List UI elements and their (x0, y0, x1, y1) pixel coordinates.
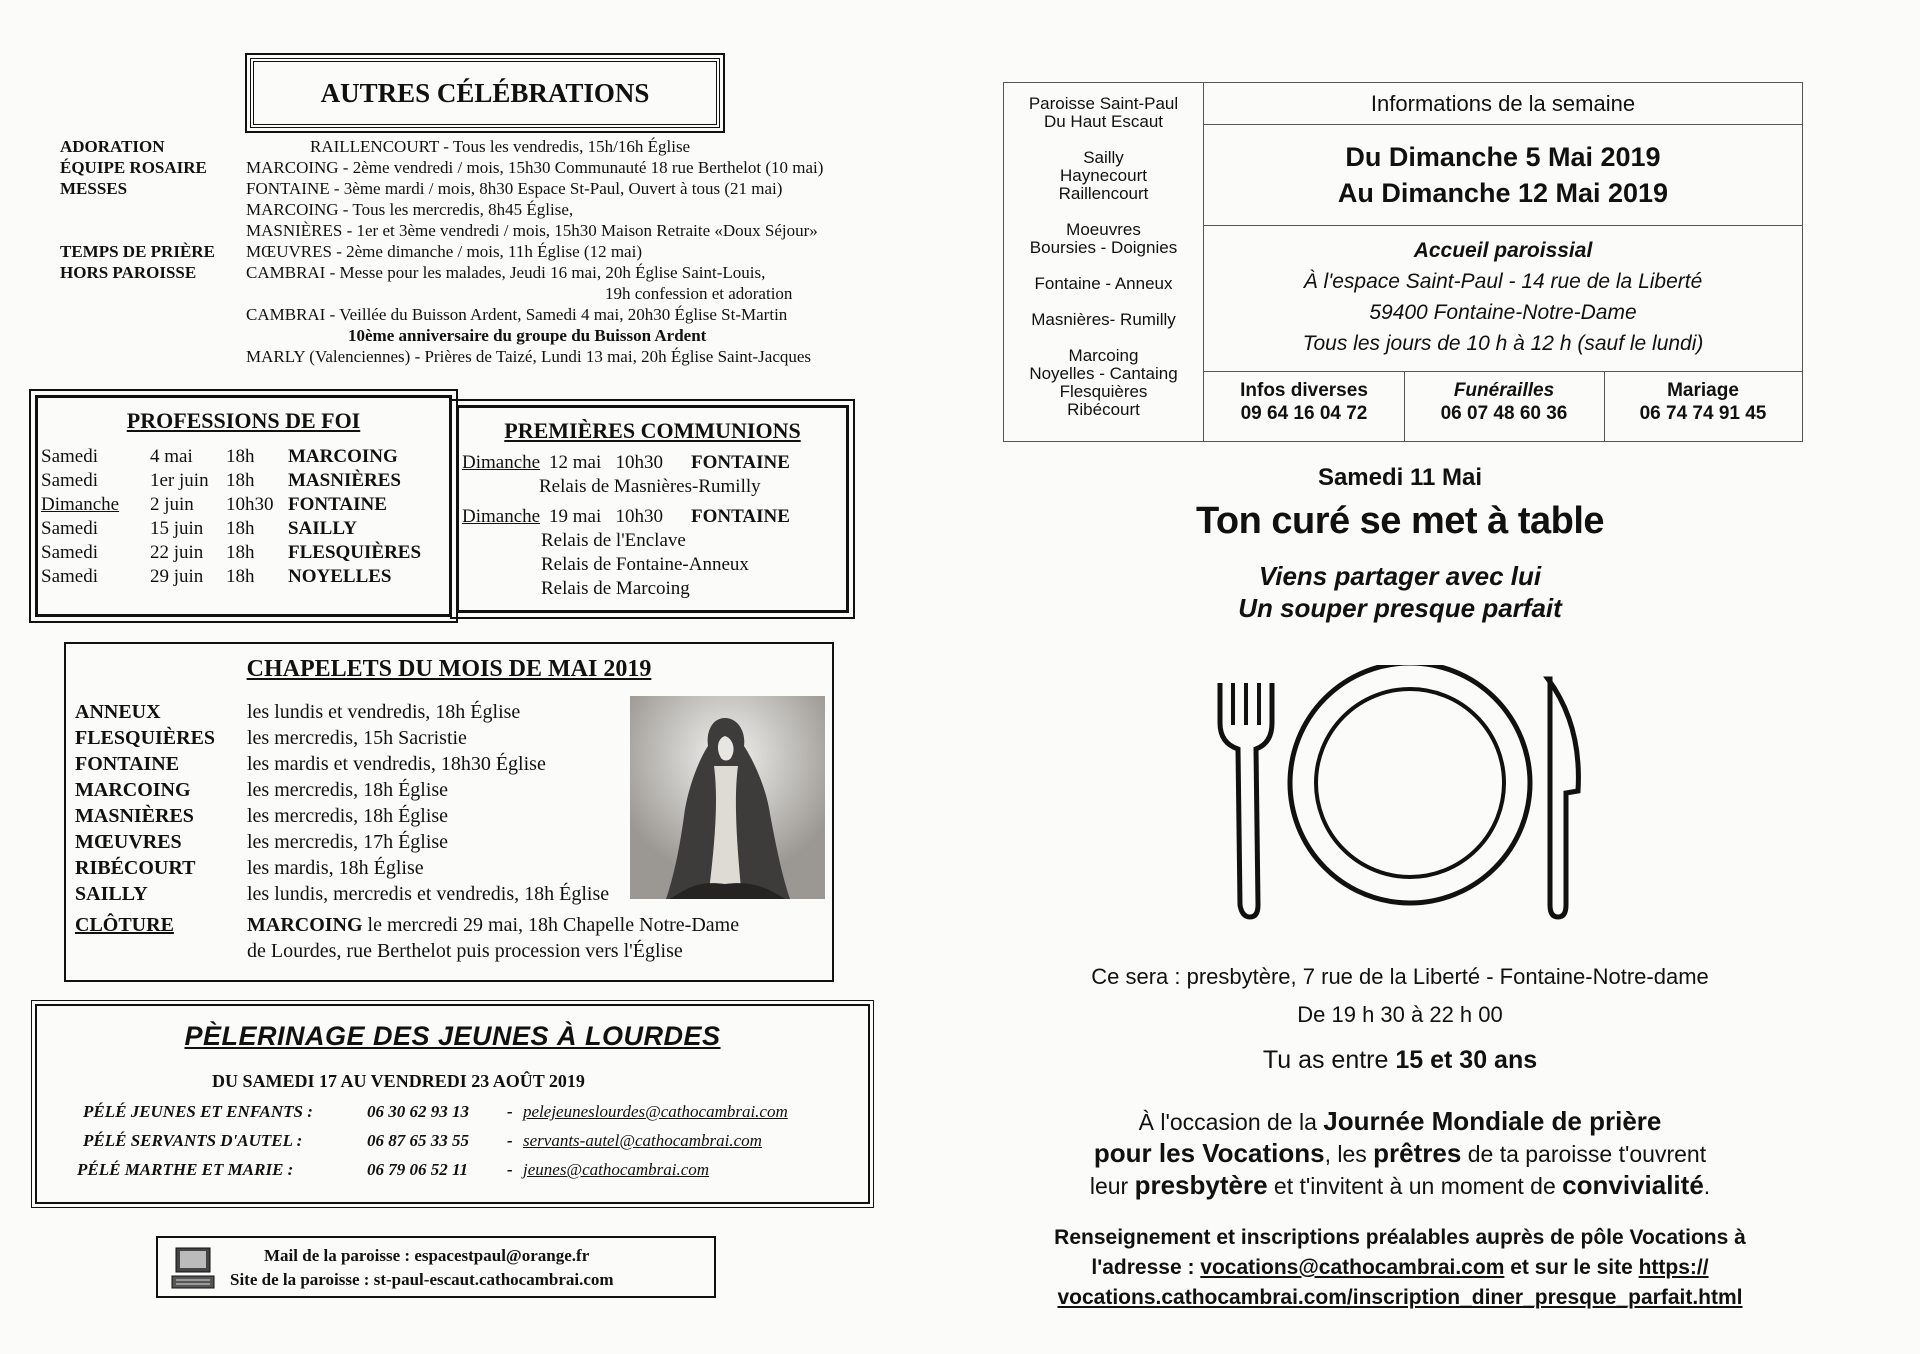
lourdes-dates: DU SAMEDI 17 AU VENDREDI 23 AOÛT 2019 (212, 1071, 585, 1091)
contact-phone: 09 64 16 04 72 (1240, 403, 1368, 424)
prof-place: MARCOING (288, 446, 398, 467)
occ-bold: prêtres (1373, 1138, 1462, 1168)
contact-mariage (1604, 379, 1802, 425)
prof-date: 1er juin (150, 470, 209, 491)
prof-day: Samedi (41, 542, 98, 563)
pelerinage-lourdes-box (35, 1004, 870, 1204)
autres-row (60, 220, 890, 241)
village-group (1004, 311, 1203, 329)
village: Fontaine - Anneux (1034, 274, 1173, 293)
autres-title-text: AUTRES CÉLÉBRATIONS (320, 77, 650, 108)
village-group (1004, 149, 1203, 203)
lourdes-separator: - (507, 1160, 513, 1179)
prof-day: Samedi (41, 518, 98, 539)
info-title: Informations de la semaine (1204, 83, 1802, 125)
occ-text: de ta paroisse t'ouvrent (1461, 1141, 1707, 1167)
prof-date: 22 juin (150, 542, 204, 563)
village: Boursies - Doignies (1029, 238, 1178, 257)
plate-fork-knife-icon (1210, 665, 1610, 925)
profession-row (38, 518, 449, 542)
village-group (1004, 275, 1203, 293)
autres-row (60, 157, 890, 178)
lourdes-title: PÈLERINAGE DES JEUNES À LOURDES (184, 1021, 721, 1051)
vocations-url-link[interactable]: https:// (1638, 1256, 1709, 1279)
village: Flesquières (1059, 382, 1148, 401)
row-text: 19h confession et adoration (605, 284, 793, 303)
chapelet-text: les mercredis, 18h Église (247, 779, 449, 801)
row-text: RAILLENCOURT - Tous les vendredis, 15h/16h Église (310, 137, 691, 156)
chapelet-text: les mercredis, 18h Église (247, 805, 449, 827)
occ-text: . (1703, 1173, 1711, 1199)
occasion-line-3 (1000, 1170, 1800, 1201)
occ-text: , les (1324, 1141, 1374, 1167)
village: Marcoing (1068, 346, 1139, 365)
lourdes-label: PÉLÉ SERVANTS D'AUTEL : (83, 1131, 303, 1150)
mail-paroisse-box (156, 1236, 716, 1298)
occ-bold: Journée Mondiale de prière (1323, 1106, 1662, 1136)
lourdes-email-link[interactable]: pelejeuneslourdes@cathocambrai.com (523, 1102, 788, 1121)
professions-title: PROFESSIONS DE FOI (126, 408, 361, 433)
accueil-line: Tous les jours de 10 h à 12 h (sauf le lundi) (1302, 332, 1704, 355)
event-age (1000, 1046, 1800, 1075)
row-text: FONTAINE - 3ème mardi / mois, 8h30 Espace St-Paul, Ouvert à tous (21 mai) (246, 179, 783, 198)
prof-time: 18h (226, 446, 255, 467)
event-subtitle (1000, 560, 1800, 624)
contact-infos (1204, 379, 1404, 425)
communion-row (459, 506, 846, 530)
chapelet-place: FLESQUIÈRES (75, 727, 216, 749)
contact-phone: 06 07 48 60 36 (1440, 403, 1568, 424)
prof-date: 2 juin (150, 494, 194, 515)
row-label: MESSES (60, 179, 128, 198)
chapelets-title: CHAPELETS DU MOIS DE MAI 2019 (246, 656, 652, 682)
comm-relais: Relais de l'Enclave (541, 530, 686, 551)
paroisse-line: Paroisse Saint-Paul (1028, 94, 1179, 113)
communion-row (459, 530, 846, 554)
rens-text: et sur le site (1504, 1256, 1639, 1279)
prof-date: 4 mai (150, 446, 193, 467)
cloture-label: CLÔTURE (75, 914, 174, 936)
lourdes-separator: - (507, 1102, 513, 1121)
chapelet-place: SAILLY (75, 883, 148, 905)
rens-text: l'adresse : (1091, 1256, 1201, 1279)
professions-de-foi-box (35, 395, 452, 617)
prof-place: NOYELLES (288, 566, 392, 587)
row-text: CAMBRAI - Messe pour les malades, Jeudi 16 mai, 20h Église Saint-Louis, (246, 263, 766, 282)
prof-day: Samedi (41, 470, 98, 491)
row-text: MARCOING - 2ème vendredi / mois, 15h30 Communauté 18 rue Berthelot (10 mai) (246, 158, 824, 177)
lourdes-phone: 06 79 06 52 11 (367, 1160, 469, 1179)
renseignement-line-2 (1000, 1256, 1800, 1280)
autres-row (60, 346, 890, 367)
paroisse-villages-column (1004, 83, 1204, 441)
occ-text: leur (1089, 1173, 1135, 1199)
prof-time: 18h (226, 518, 255, 539)
event-date: Samedi 11 Mai (1317, 464, 1483, 491)
row-text: MARCOING - Tous les mercredis, 8h45 Église, (246, 200, 574, 219)
paroisse-line: Du Haut Escaut (1043, 112, 1164, 131)
contact-label: Infos diverses (1240, 380, 1368, 401)
prof-place: FLESQUIÈRES (288, 542, 422, 563)
cloture-text: le mercredi 29 mai, 18h Chapelle Notre-Dame (367, 914, 740, 936)
comm-relais: Relais de Fontaine-Anneux (541, 554, 749, 575)
chapelet-text: les mercredis, 15h Sacristie (247, 727, 467, 749)
informations-table (1003, 82, 1803, 442)
mail-line: Mail de la paroisse : espacestpaul@orange.fr (264, 1246, 590, 1265)
contact-funerailles (1404, 379, 1604, 425)
autres-row (60, 283, 890, 304)
autres-celebrations-list (60, 136, 890, 367)
comm-day: Dimanche (462, 452, 541, 473)
site-line: Site de la paroisse : st-paul-escaut.cathocambrai.com (230, 1270, 614, 1289)
row-text: MARLY (Valenciennes) - Prières de Taizé, Lundi 13 mai, 20h Église Saint-Jacques (246, 347, 812, 366)
cloture-text-2: de Lourdes, rue Berthelot puis procession vers l'Église (247, 940, 683, 962)
lourdes-label: PÉLÉ MARTHE ET MARIE : (77, 1160, 294, 1179)
accueil-block (1204, 235, 1802, 359)
occasion-line-2 (1000, 1138, 1800, 1169)
chapelet-place: MASNIÈRES (75, 805, 194, 827)
virgin-mary-image (630, 696, 825, 899)
chapelet-text: les lundis, mercredis et vendredis, 18h Église (247, 883, 610, 905)
renseignement-line-1: Renseignement et inscriptions préalables auprès de pôle Vocations à (1054, 1226, 1746, 1249)
occ-text: et t'invitent à un moment de (1267, 1173, 1563, 1199)
divider (1204, 371, 1802, 372)
village: Raillencourt (1058, 184, 1149, 203)
chapelet-text: les lundis et vendredis, 18h Église (247, 701, 521, 723)
occ-bold: presbytère (1134, 1170, 1268, 1200)
occ-bold: pour les Vocations (1093, 1138, 1325, 1168)
prof-date: 29 juin (150, 566, 204, 587)
event-location: Ce sera : presbytère, 7 rue de la Liberté - Fontaine-Notre-dame (1091, 964, 1709, 989)
autres-row (60, 325, 890, 346)
lourdes-email-link[interactable]: jeunes@cathocambrai.com (523, 1160, 710, 1179)
comm-relais: Relais de Marcoing (541, 578, 690, 599)
prof-time: 10h30 (226, 494, 274, 515)
accueil-line: À l'espace Saint-Paul - 14 rue de la Liberté (1303, 270, 1703, 293)
contact-phone: 06 74 74 91 45 (1639, 403, 1767, 424)
comm-day: Dimanche (462, 506, 541, 527)
comm-place: FONTAINE (691, 506, 790, 527)
vocations-email-link[interactable]: vocations@cathocambrai.com (1200, 1256, 1505, 1279)
row-label: ADORATION (60, 137, 165, 156)
computer-icon (170, 1246, 216, 1295)
communion-row (459, 476, 846, 500)
communion-row (459, 452, 846, 476)
comm-relais: Relais de Masnières-Rumilly (539, 476, 761, 497)
chapelet-text: les mardis et vendredis, 18h30 Église (247, 753, 546, 775)
premieres-communions-box (456, 405, 849, 613)
event-title: Ton curé se met à table (1195, 500, 1605, 542)
prof-time: 18h (226, 542, 255, 563)
event-sub-line: Viens partager avec lui (1258, 561, 1542, 591)
comm-date-time: 19 mai 10h30 (549, 506, 663, 527)
communion-row (459, 554, 846, 578)
chapelet-place: FONTAINE (75, 753, 180, 775)
event-sub-line: Un souper presque parfait (1238, 593, 1562, 623)
profession-row (38, 470, 449, 494)
accueil-title: Accueil paroissial (1413, 239, 1593, 262)
lourdes-phone: 06 87 65 33 55 (367, 1131, 469, 1150)
lourdes-separator: - (507, 1131, 513, 1150)
communions-title: PREMIÈRES COMMUNIONS (504, 418, 801, 443)
chapelet-place: MARCOING (75, 779, 191, 801)
row-text: CAMBRAI - Veillée du Buisson Ardent, Samedi 4 mai, 20h30 Église St-Martin (246, 305, 788, 324)
comm-place: FONTAINE (691, 452, 790, 473)
village: Noyelles - Cantaing (1029, 364, 1178, 383)
autres-row (60, 262, 890, 283)
occasion-line-1 (1000, 1106, 1800, 1137)
prof-date: 15 juin (150, 518, 204, 539)
row-label: ÉQUIPE ROSAIRE (60, 158, 207, 177)
chapelet-place: MŒUVRES (75, 831, 182, 853)
contact-label: Mariage (1667, 380, 1739, 401)
autres-row (60, 241, 890, 262)
profession-row (38, 494, 449, 518)
occ-bold: convivialité (1562, 1170, 1704, 1200)
occ-text: À l'occasion de la (1138, 1109, 1324, 1135)
village: Moeuvres (1066, 220, 1141, 239)
lourdes-label: PÉLÉ JEUNES ET ENFANTS : (83, 1102, 313, 1121)
autres-row (60, 136, 890, 157)
chapelet-text: les mercredis, 17h Église (247, 831, 449, 853)
event-hours: De 19 h 30 à 22 h 00 (1297, 1002, 1503, 1027)
prof-day: Samedi (41, 446, 98, 467)
week-dates (1204, 139, 1802, 211)
row-text: MASNIÈRES - 1er et 3ème vendredi / mois, 15h30 Maison Retraite «Doux Séjour» (246, 221, 818, 240)
contact-label: Funérailles (1453, 380, 1555, 401)
week-end: Au Dimanche 12 Mai 2019 (1337, 178, 1669, 208)
village-group (1004, 347, 1203, 419)
village: Haynecourt (1060, 166, 1147, 185)
paroisse-name (1004, 95, 1203, 131)
prof-time: 18h (226, 470, 255, 491)
communion-row (459, 578, 846, 602)
row-text: 10ème anniversaire du groupe du Buisson Ardent (348, 326, 707, 345)
row-label: TEMPS DE PRIÈRE (60, 242, 215, 261)
profession-row (38, 446, 449, 470)
lourdes-phone: 06 30 62 93 13 (367, 1102, 469, 1121)
row-label: HORS PAROISSE (60, 263, 197, 282)
comm-date-time: 12 mai 10h30 (549, 452, 663, 473)
row-text: MŒUVRES - 2ème dimanche / mois, 11h Église (12 mai) (246, 242, 642, 261)
age-text: Tu as entre (1262, 1046, 1396, 1074)
autres-celebrations-title (250, 58, 720, 128)
autres-row (60, 178, 890, 199)
chapelet-text: les mardis, 18h Église (247, 857, 424, 879)
prof-place: MASNIÈRES (288, 470, 401, 491)
chapelet-place: RIBÉCOURT (75, 857, 196, 879)
profession-row (38, 566, 449, 590)
village: Sailly (1083, 148, 1124, 167)
prof-day: Dimanche (41, 494, 120, 515)
divider (1204, 225, 1802, 226)
lourdes-email-link[interactable]: servants-autel@cathocambrai.com (523, 1131, 762, 1150)
village: Ribécourt (1067, 400, 1140, 419)
autres-row (60, 199, 890, 220)
prof-place: SAILLY (288, 518, 358, 539)
accueil-line: 59400 Fontaine-Notre-Dame (1369, 301, 1637, 324)
village-group (1004, 221, 1203, 257)
village: Masnières- Rumilly (1031, 310, 1176, 329)
chapelet-place: ANNEUX (75, 701, 161, 723)
age-range: 15 et 30 ans (1395, 1046, 1538, 1074)
autres-row (60, 304, 890, 325)
prof-place: FONTAINE (288, 494, 387, 515)
prof-day: Samedi (41, 566, 98, 587)
vocations-url-link-2[interactable]: vocations.cathocambrai.com/inscription_diner_presque_parfait.html (1057, 1286, 1743, 1309)
week-start: Du Dimanche 5 Mai 2019 (1345, 142, 1661, 172)
profession-row (38, 542, 449, 566)
cloture-place: MARCOING (247, 914, 363, 936)
prof-time: 18h (226, 566, 255, 587)
